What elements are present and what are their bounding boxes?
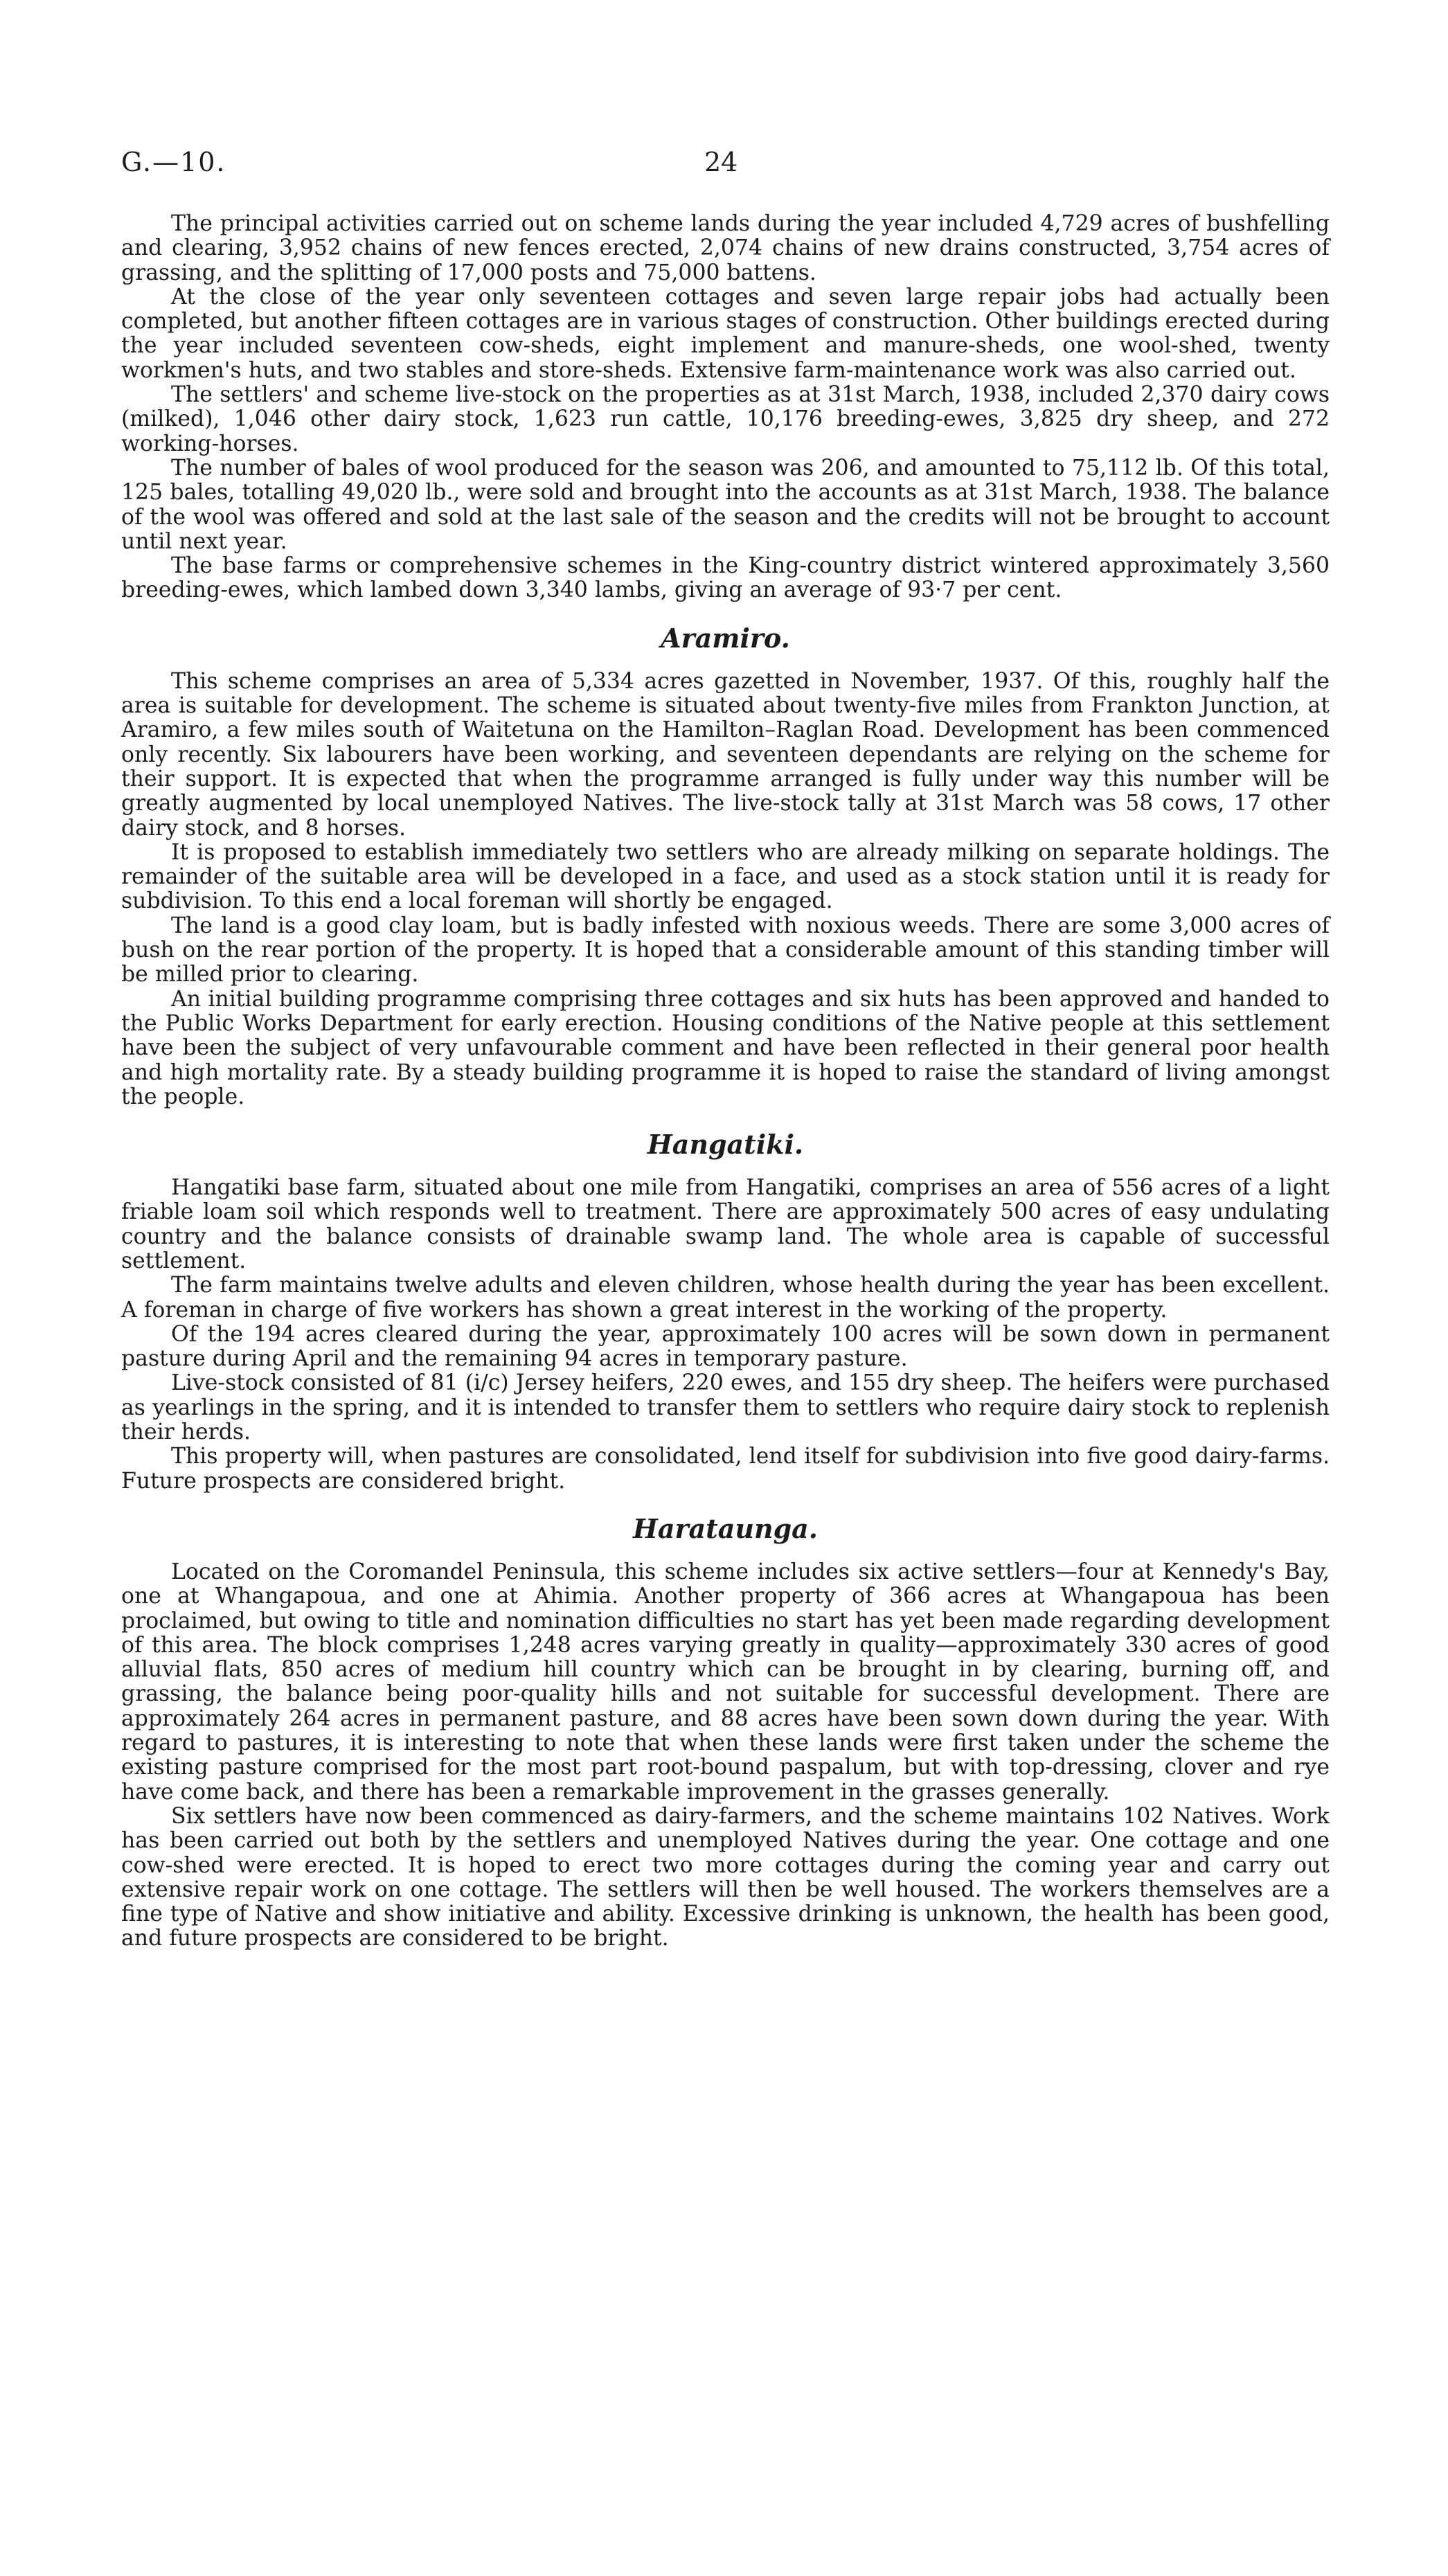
paragraph: The settlers' and scheme live-stock on the properties as at 31st March, 1938, included 2,370 dairy cows (milked), 1,046 other dairy stock, 1,623 run cattle, 10,176 breeding-ewes, 3,825 dry sheep, and 272 working-horses. (121, 382, 1330, 456)
running-header (121, 147, 1330, 181)
paragraph: At the close of the year only seventeen cottages and seven large repair jobs had actually been completed, but another fifteen cottages are in various stages of construction. Other buildings erected during the year included seventeen cow-sheds, eight implement and manure-sheds, one wool-shed, twenty workmen's huts, and two stables and store-sheds. Extensive farm-maintenance work was also carried out. (121, 284, 1330, 383)
body-text (121, 212, 1330, 1951)
paragraph: This property will, when pastures are consolidated, lend itself for subdivision into five good dairy-farms. Future prospects are considered bright. (121, 1444, 1330, 1494)
page-number: 24 (704, 147, 738, 177)
paragraph: Hangatiki base farm, situated about one mile from Hangatiki, comprises an area of 556 acres of a light friable loam soil which responds well to treatment. There are approximately 500 acres of easy undulating country and the balance consists of drainable swamp land. The whole area is capable of successful settlement. (121, 1175, 1330, 1273)
paragraph: The number of bales of wool produced for the season was 206, and amounted to 75,112 lb. Of this total, 125 bales, totalling 49,020 lb., were sold and brought into the accounts as at 31st March, 1938. The balance of the wool was offered and sold at the last sale of the season and the credits will not be brought to account until next year. (121, 455, 1330, 554)
paragraph: The principal activities carried out on scheme lands during the year included 4,729 acres of bushfelling and clearing, 3,952 chains of new fences erected, 2,074 chains of new drains constructed, 3,754 acres of grassing, and the splitting of 17,000 posts and 75,000 battens. (121, 211, 1330, 285)
paragraph: It is proposed to establish immediately two settlers who are already milking on separate holdings. The remainder of the suitable area will be developed in a face, and used as a stock station until it is ready for subdivision. To this end a local foreman will shortly be engaged. (121, 839, 1330, 914)
paragraph: Of the 194 acres cleared during the year, approximately 100 acres will be sown down in permanent pasture during April and the remaining 94 acres in temporary pasture. (121, 1321, 1330, 1372)
paragraph: The base farms or comprehensive schemes in the King-country district wintered approximately 3,560 breeding-ewes, which lambed down 3,340 lambs, giving an average of 93·7 per cent. (121, 553, 1330, 603)
paragraph: The land is a good clay loam, but is badly infested with noxious weeds. There are some 3,000 acres of bush on the rear portion of the property. It is hoped that a considerable amount of this standing timber will be milled prior to clearing. (121, 913, 1330, 987)
paragraph: Live-stock consisted of 81 (i/c) Jersey heifers, 220 ewes, and 155 dry sheep. The heifers were purchased as yearlings in the spring, and it is intended to transfer them to settlers who require dairy stock to replenish their herds. (121, 1370, 1330, 1445)
paragraph: Located on the Coromandel Peninsula, this scheme includes six active settlers—four at Kennedy's Bay, one at Whangapoua, and one at Ahimia. Another property of 366 acres at Whangapoua has been proclaimed, but owing to title and nomination difficulties no start has yet been made regarding development of this area. The block comprises 1,248 acres varying greatly in quality—approximately 330 acres of good alluvial flats, 850 acres of medium hill country which can be brought in by clearing, burning off, and grassing, the balance being poor-quality hills and not suitable for successful development. There are approximately 264 acres in permanent pasture, and 88 acres have been sown down during the year. With regard to pastures, it is interesting to note that when these lands were first taken under the scheme the existing pasture comprised for the most part root-bound paspalum, but with top-dressing, clover and rye have come back, and there has been a remarkable improvement in the grasses generally. (121, 1559, 1330, 1805)
paragraph: Six settlers have now been commenced as dairy-farmers, and the scheme maintains 102 Natives. Work has been carried out both by the settlers and unemployed Natives during the year. One cottage and one cow-shed were erected. It is hoped to erect two more cottages during the coming year and carry out extensive repair work on one cottage. The settlers will then be well housed. The workers themselves are a fine type of Native and show initiative and ability. Excessive drinking is unknown, the health has been good, and future prospects are considered to be bright. (121, 1803, 1330, 1951)
section-heading-hangatiki: Hangatiki. (647, 1129, 804, 1161)
section-heading-aramiro: Aramiro. (661, 622, 790, 654)
section-heading-harataunga: Harataunga. (632, 1512, 819, 1544)
paragraph: The farm maintains twelve adults and eleven children, whose health during the year has been excellent. A foreman in charge of five workers has shown a great interest in the working of the property. (121, 1273, 1330, 1323)
paragraph: This scheme comprises an area of 5,334 acres gazetted in November, 1937. Of this, roughly half the area is suitable for development. The scheme is situated about twenty-five miles from Frankton Junction, at Aramiro, a few miles south of Waitetuna on the Hamilton–Raglan Road. Development has been commenced only recently. Six labourers have been working, and seventeen dependants are relying on the scheme for their support. It is expected that when the programme arranged is fully under way this number will be greatly augmented by local unemployed Natives. The live-stock tally at 31st March was 58 cows, 17 other dairy stock, and 8 horses. (121, 668, 1330, 841)
document-reference: G.—10. (121, 147, 226, 177)
paragraph: An initial building programme comprising three cottages and six huts has been approved and handed to the Public Works Department for early erection. Housing conditions of the Native people at this settlement have been the subject of very unfavourable comment and have been reflected in their general poor health and high mortality rate. By a steady building programme it is hoped to raise the standard of living amongst the people. (121, 986, 1330, 1109)
